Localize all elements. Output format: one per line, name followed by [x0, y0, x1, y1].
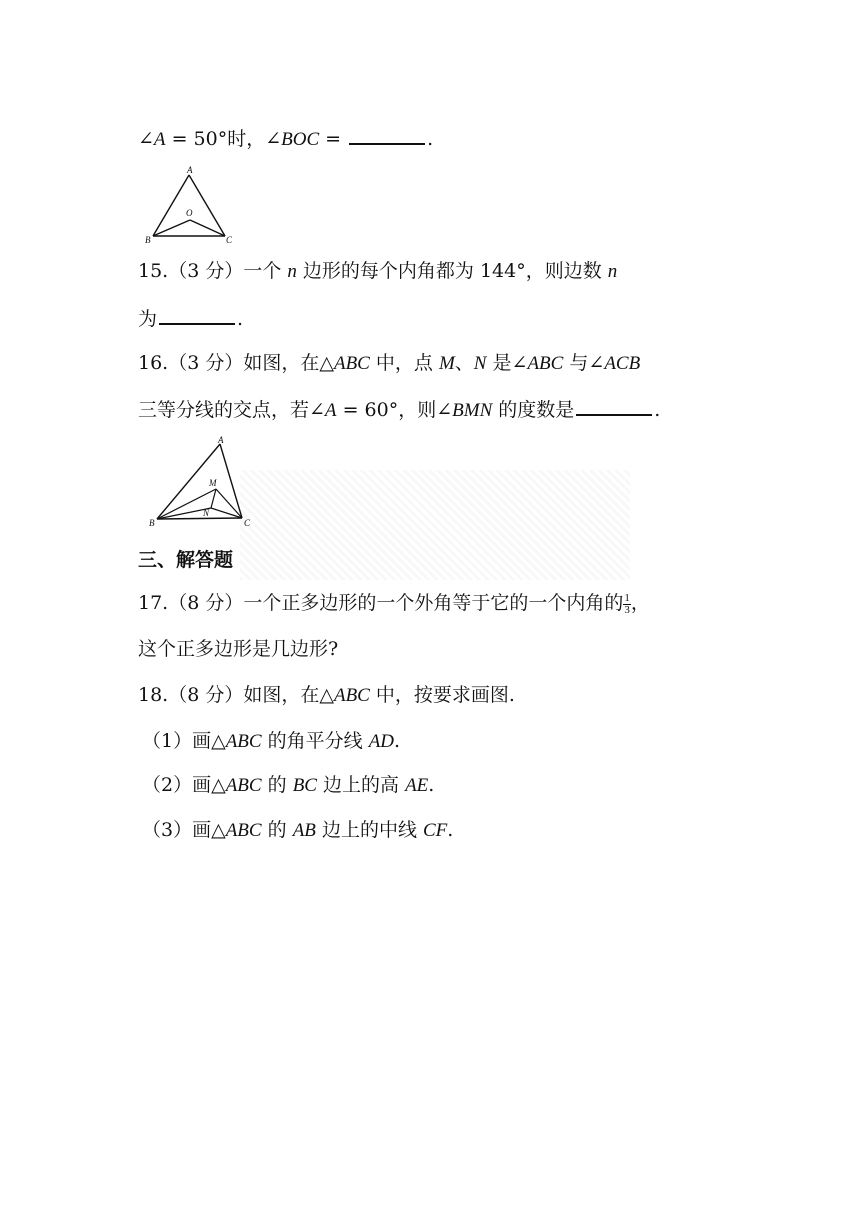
var-n: N: [473, 353, 487, 374]
q17-comma: ，: [630, 592, 650, 614]
edge-ab: [153, 175, 189, 236]
q15-line2-text: 为: [138, 308, 158, 330]
triangle-bmn-figure: [145, 434, 265, 534]
triangle-boc-figure: [140, 163, 240, 248]
edge-bo: [153, 220, 190, 236]
var-n: n: [287, 261, 297, 282]
q16-text: 与∠: [563, 352, 605, 374]
var-abc: ABC: [225, 731, 262, 752]
q18-part2: [142, 772, 434, 799]
answer-blank[interactable]: [349, 125, 425, 145]
fraction-numerator: 1: [624, 592, 630, 604]
q16-end: .: [654, 399, 661, 421]
q15-text: 边形的每个内角都为 144°，则边数: [296, 260, 608, 282]
q14-tail-line: [138, 125, 433, 153]
var-a: A: [324, 400, 337, 421]
var-abc: ABC: [333, 685, 370, 706]
edge-mn: [211, 489, 216, 508]
edge-ac: [220, 444, 242, 518]
var-bc: BC: [292, 775, 317, 796]
q18-p2-end: .: [428, 774, 435, 796]
var-boc: BOC: [281, 129, 320, 150]
q15-line2: [138, 305, 243, 332]
q14-end: .: [427, 128, 434, 150]
q14-eq2: =: [319, 128, 348, 150]
var-n: n: [607, 261, 618, 282]
var-ad: AD: [368, 731, 395, 752]
angle-symbol: ∠: [265, 128, 282, 150]
answer-blank[interactable]: [576, 396, 652, 416]
var-ab: AB: [292, 820, 316, 841]
q18-p3-end: .: [447, 819, 454, 841]
q18-p3-text: 的: [261, 819, 293, 841]
var-abc: ABC: [527, 353, 564, 374]
scan-smudge: [240, 470, 630, 580]
q18-part1: [142, 728, 400, 755]
var-cf: CF: [423, 820, 448, 841]
q18-text: 中，按要求画图.: [369, 684, 515, 706]
q15-label: 15.（3 分）一个: [138, 260, 288, 282]
q16-text: 三等分线的交点，若∠: [138, 399, 325, 421]
var-a: A: [153, 129, 166, 150]
edge-bc: [157, 518, 242, 519]
q16-text: 中，点: [369, 352, 439, 374]
label-b: B: [145, 235, 151, 245]
q18-p2-text: （2）画△: [142, 774, 226, 796]
label-c: C: [244, 518, 251, 528]
fraction-one-third: [623, 593, 631, 616]
q18-p3-text: （3）画△: [142, 819, 226, 841]
label-n: N: [203, 508, 210, 518]
angle-symbol: ∠: [138, 128, 154, 150]
q18-line1: [138, 682, 515, 709]
q16-text: 、: [454, 352, 474, 374]
q17-question: 这个正多边形是几边形?: [138, 638, 339, 660]
q18-p1-text: 的角平分线: [261, 730, 369, 752]
q16-text: 的度数是: [492, 399, 575, 421]
q15-line1: [138, 258, 617, 285]
var-m: M: [438, 353, 455, 374]
label-a: A: [218, 435, 224, 445]
label-c: C: [226, 235, 233, 245]
var-abc: ABC: [333, 353, 370, 374]
q16-label: 16.（3 分）如图，在△: [138, 352, 334, 374]
answer-blank[interactable]: [159, 305, 235, 325]
edge-ac: [189, 175, 225, 236]
q16-line1: [138, 350, 640, 377]
q18-part3: [142, 817, 453, 844]
q18-p2-text: 的: [261, 774, 293, 796]
q17-line2: [138, 636, 338, 662]
q18-text: 18.（8 分）如图，在△: [138, 684, 334, 706]
q18-p1-text: （1）画△: [142, 730, 226, 752]
q17-text: 17.（8 分）一个正多边形的一个外角等于它的一个内角的: [138, 592, 624, 614]
var-abc: ABC: [225, 820, 262, 841]
label-a: A: [187, 165, 193, 175]
label-m: M: [209, 478, 217, 488]
var-ae: AE: [405, 775, 429, 796]
label-b: B: [149, 518, 155, 528]
q16-text: 是∠: [486, 352, 528, 374]
label-o: O: [186, 208, 193, 218]
fraction-denominator: 3: [624, 604, 630, 616]
q18-p3-text: 边上的中线: [315, 819, 423, 841]
q17-line1: [138, 590, 650, 616]
var-bmn: BMN: [452, 400, 493, 421]
section-heading: 三、解答题: [138, 549, 234, 571]
q16-line2: [138, 396, 660, 424]
var-abc: ABC: [225, 775, 262, 796]
q18-p1-end: .: [394, 730, 401, 752]
var-acb: ACB: [604, 353, 641, 374]
q14-eq: = 50°时，: [165, 128, 266, 150]
q16-text: = 60°，则∠: [336, 399, 453, 421]
q15-end: .: [237, 308, 244, 330]
q18-p2-text: 边上的高: [316, 774, 406, 796]
